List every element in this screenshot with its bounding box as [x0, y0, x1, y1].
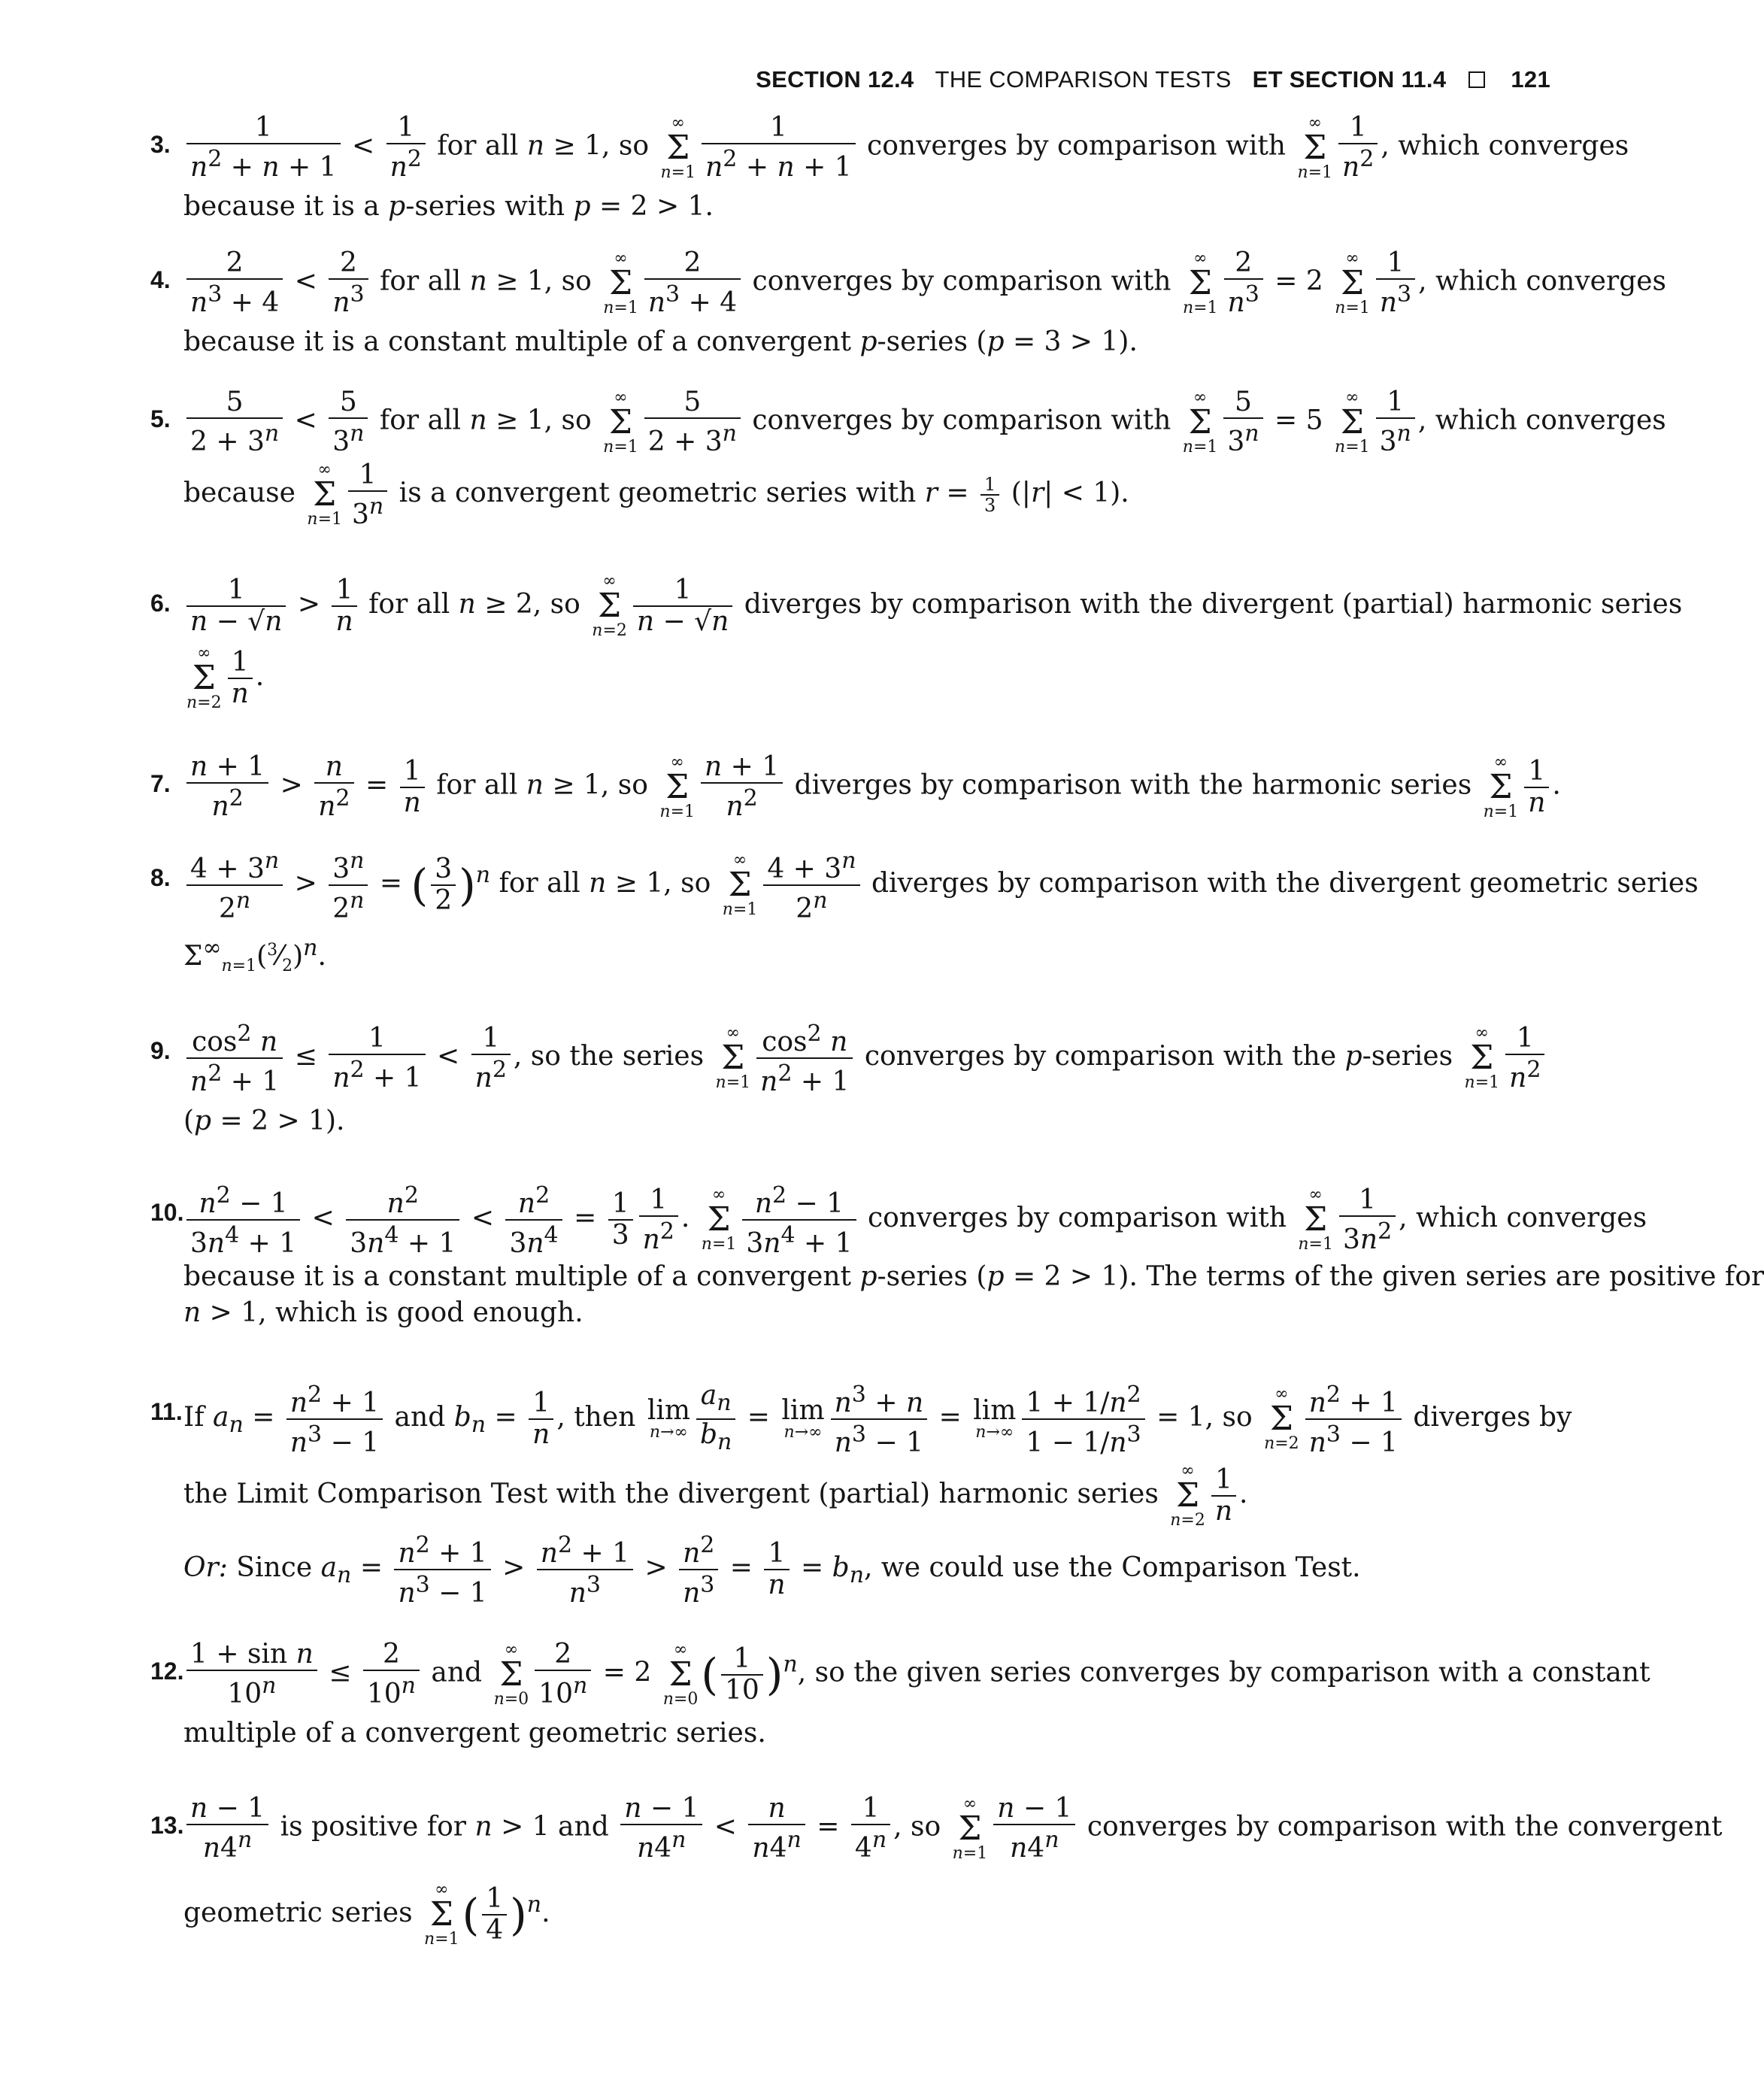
page-number: 121 [1511, 66, 1550, 93]
problem-number: 7. [150, 770, 171, 797]
section-title: THE COMPARISON TESTS [935, 66, 1232, 93]
problem-8: 8. $\frac{4 + 3^n}{2^n}$ > $\frac{3^n}{2^n}$ = ( $\frac{3}{2}$ )$^n$ for all n ≥ 1, so ∞ Σ n=1 $\frac{4 + 3^n}{2^n}$ diverges by comparison with the divergent geometric series $\Sigma^\infty_{n=1}(^3⁄_2)^n$. [150, 848, 1699, 976]
problem-number: 10. [150, 1199, 184, 1226]
problem-9: 9. $\frac{\cos^2 n}{n^2 + 1}$ ≤ $\frac{1}{n^2 + 1}$ < $\frac{1}{n^2}$ , so the series ∞ Σ n=1 $\frac{\cos^2 n}{n^2 + 1}$ converges by comparison with the p-series ∞ Σ n=1 $\frac{1}{n^2}$ (p = 2 > 1). [183, 1019, 1559, 1145]
section-label: SECTION 12.4 [756, 66, 914, 93]
problem-6: 6. $\frac{1}{n - √n}$ > $\frac{1}{n}$ for all n ≥ 2, so ∞ Σ n=2 $\frac{1}{n - √n}$ diverges by comparison with the divergent (partial) harmonic series ∞ Σ n=2 $\frac{1}{n}$ . [150, 572, 1683, 712]
et-section-label: ET SECTION 11.4 [1252, 66, 1447, 93]
problem-7: 7. $\frac{n + 1}{n^2}$ > $\frac{n}{n^2}$ = $\frac{1}{n}$ for all n ≥ 1, so ∞ Σ n=1 $\frac{n + 1}{n^2}$ diverges by comparison with the harmonic series ∞ Σ n=1 $\frac{1}{n}$ . [150, 751, 1561, 822]
problem-number: 11. [150, 1398, 183, 1425]
problem-number: 5. [150, 405, 171, 432]
running-header [756, 66, 1550, 93]
problem-number: 3. [150, 131, 171, 158]
problem-3: 3. $\frac{1}{n^2 + n + 1}$ < $\frac{1}{n^2}$ for all n ≥ 1, so ∞ Σ n=1 $\frac{1}{n^2 + n + 1}$ converges by comparison with ∞ Σ n=1 $\frac{1}{n^2}$ , which converges because it is a p-series with p = 2 > 1. [150, 112, 1629, 222]
square-icon [1468, 71, 1485, 88]
problem-number: 9. [150, 1037, 171, 1064]
problem-number: 13. [150, 1812, 184, 1839]
problem-10: 10. $\frac{n^2 - 1}{3n^4 + 1}$ < $\frac{n^2}{3n^4 + 1}$ < $\frac{n^2}{3n^4}$ = $\frac{1}{3}$ $\frac{1}{n^2}$ . ∞ Σ n=1 $\frac{n^2 - 1}{3n^4 + 1}$ converges by comparison with ∞ Σ n=1 $\frac{1}{3n^2}$ , which converges because it is a constant multiple of a convergent p-series (p = 2 > 1). The terms of the given series are positive for n > 1, which is good enough. [150, 1182, 1764, 1328]
problem-number: 6. [150, 590, 171, 617]
problem-number: 12. [150, 1658, 184, 1685]
problem-13: 13. $\frac{n - 1}{n4^n}$ is positive for n > 1 and $\frac{n - 1}{n4^n}$ < $\frac{n}{n4^n}$ = $\frac{1}{4^n}$ , so ∞ Σ n=1 $\frac{n - 1}{n4^n}$ converges by comparison with the convergent geometric series ∞ Σ n=1 ( $\frac{1}{4}$ )$^n$. [150, 1793, 1723, 1949]
problem-11: 11. If $a_n$ = $\frac{n^2 + 1}{n^3 - 1}$ and $b_n$ = $\frac{1}{n}$ , then lim n→∞ $\frac{a_n}{b_n}$ = lim n→∞ $\frac{n^3 + n}{n^3 - 1}$ = lim n→∞ $\frac{1 + 1/n^2}{1 - 1/n^3}$ = 1, so ∞ Σ n=2 $\frac{n^2 + 1}{n^3 - 1}$ diverges by the Limit Comparison Test with the divergent (partial) harmonic series ∞ Σ n=2 $\frac{1}{n}$ . Or: Since $a_n$ = $\frac{n^2 + 1}{n^3 - 1}$ > $\frac{n^2 + 1}{n^3}$ > $\frac{n^2}{n^3}$ = $\frac{1}{n}$ = $b_n$, we could use the Comparison Test. [150, 1379, 1572, 1609]
problem-4: 4. $\frac{2}{n^3 + 4}$ < $\frac{2}{n^3}$ for all n ≥ 1, so ∞ Σ n=1 $\frac{2}{n^3 + 4}$ converges by comparison with ∞ Σ n=1 $\frac{2}{n^3}$ = 2 ∞ Σ n=1 $\frac{1}{n^3}$ , which converges because it is a constant multiple of a convergent p-series (p = 3 > 1). [150, 247, 1667, 357]
problem-number: 4. [150, 266, 171, 293]
problem-number: 8. [150, 864, 171, 891]
problem-5: 5. $\frac{5}{2 + 3^n}$ < $\frac{5}{3^n}$ for all n ≥ 1, so ∞ Σ n=1 $\frac{5}{2 + 3^n}$ converges by comparison with ∞ Σ n=1 $\frac{5}{3^n}$ = 5 ∞ Σ n=1 $\frac{1}{3^n}$ , which converges because ∞ Σ n=1 $\frac{1}{3^n}$ is a convergent geometric series with r = $\frac{1}{3}$ (|r| < 1). [150, 387, 1666, 530]
problem-12: 12. $\frac{\text{1 + sin n}}{10^n}$ ≤ $\frac{2}{10^n}$ and ∞ Σ n=0 $\frac{2}{10^n}$ = 2 ∞ Σ n=0 ( $\frac{1}{10}$ )$^n$, so the given series converges by comparison with a constant multiple of a convergent geometric series. [150, 1639, 1650, 1749]
